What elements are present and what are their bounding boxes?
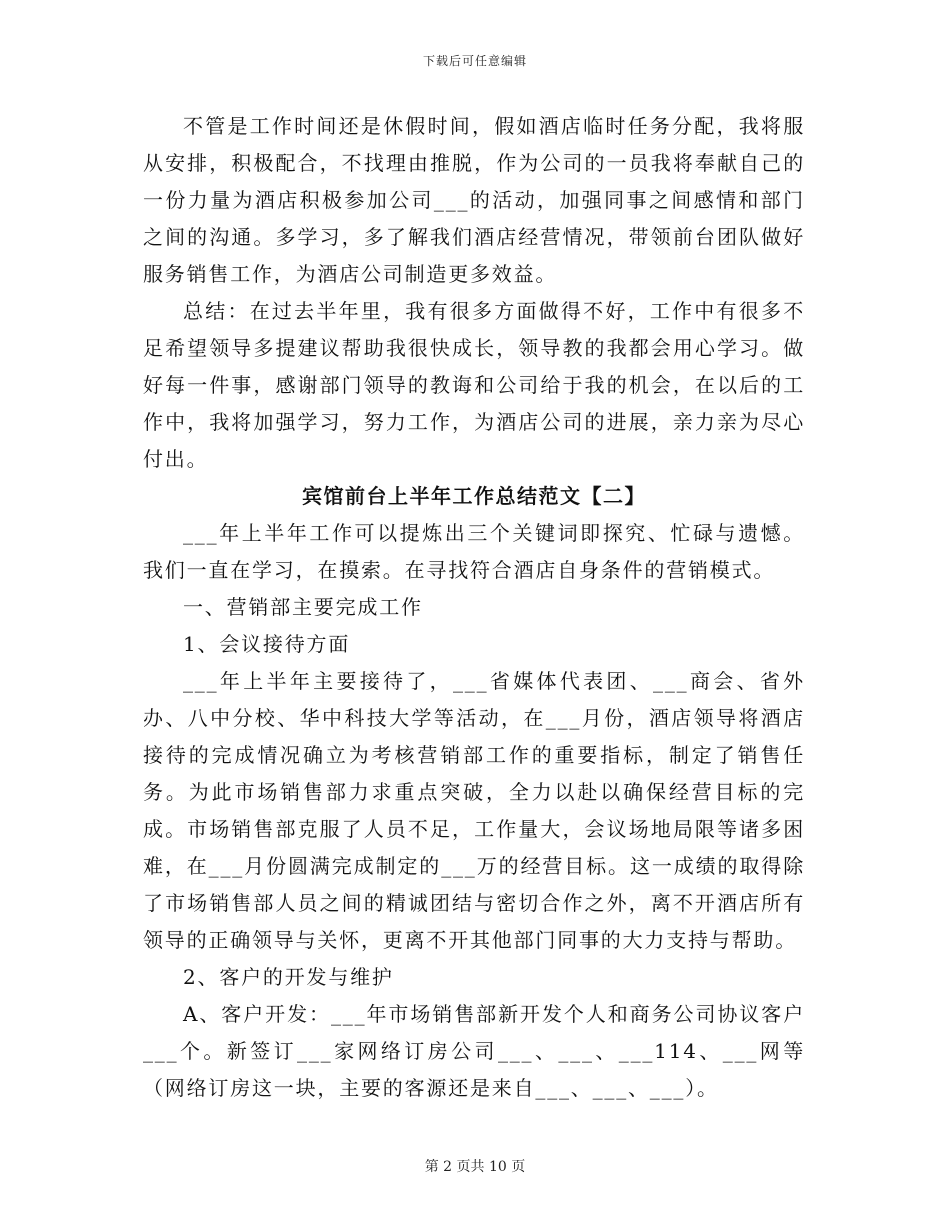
paragraph-meeting-reception: ___年上半年主要接待了，___省媒体代表团、___商会、省外办、八中分校、华中科技大学等活动，在___月份，酒店领导将酒店接待的完成情况确立为考核营销部工作的重要指标，制定了销售任务。为此市场销售部力求重点突破，全力以赴以确保经营目标的完成。市场销售部克服了人员不足，工作量大，会议场地局限等诸多困难，在___月份圆满完成制定的___万的经营目标。这一成绩的取得除了市场销售部人员之间的精诚团结与密切合作之外，离不开酒店所有领导的正确领导与关怀，更离不开其他部门同事的大力支持与帮助。 (143, 669, 805, 952)
section-title: 宾馆前台上半年工作总结范文【二】 (302, 484, 646, 508)
heading-meeting-reception: 1、会议接待方面 (183, 632, 351, 656)
paragraph-work-arrangement: 不管是工作时间还是休假时间，假如酒店临时任务分配，我将服从安排，积极配合，不找理由推脱，作为公司的一员我将奉献自己的一份力量为酒店积极参加公司___的活动，加强同事之间感情和部门之间的沟通。多学习，多了解我们酒店经营情况，带领前台团队做好服务销售工作，为酒店公司制造更多效益。 (143, 114, 805, 286)
heading-customer-development: 2、客户的开发与维护 (183, 965, 394, 989)
page-footer: 第 2 页共 10 页 (424, 1159, 526, 1175)
paragraph-customer-development: A、客户开发：___年市场销售部新开发个人和商务公司协议客户___个。新签订___家网络订房公司___、___、___114、___网等（网络订房这一块，主要的客源还是来自___、___、___）。 (143, 1002, 805, 1100)
document-body (143, 108, 805, 1107)
paragraph-keywords: ___年上半年工作可以提炼出三个关键词即探究、忙碌与遗憾。我们一直在学习，在摸索。在寻找符合酒店自身条件的营销模式。 (143, 521, 805, 582)
page-header: 下载后可任意编辑 (422, 54, 527, 68)
heading-main-work: 一、营销部主要完成工作 (183, 595, 423, 619)
paragraph-summary: 总结：在过去半年里，我有很多方面做得不好，工作中有很多不足希望领导多提建议帮助我很快成长，领导教的我都会用心学习。做好每一件事，感谢部门领导的教诲和公司给于我的机会，在以后的工作中，我将加强学习，努力工作，为酒店公司的进展，亲力亲为尽心付出。 (143, 299, 805, 471)
